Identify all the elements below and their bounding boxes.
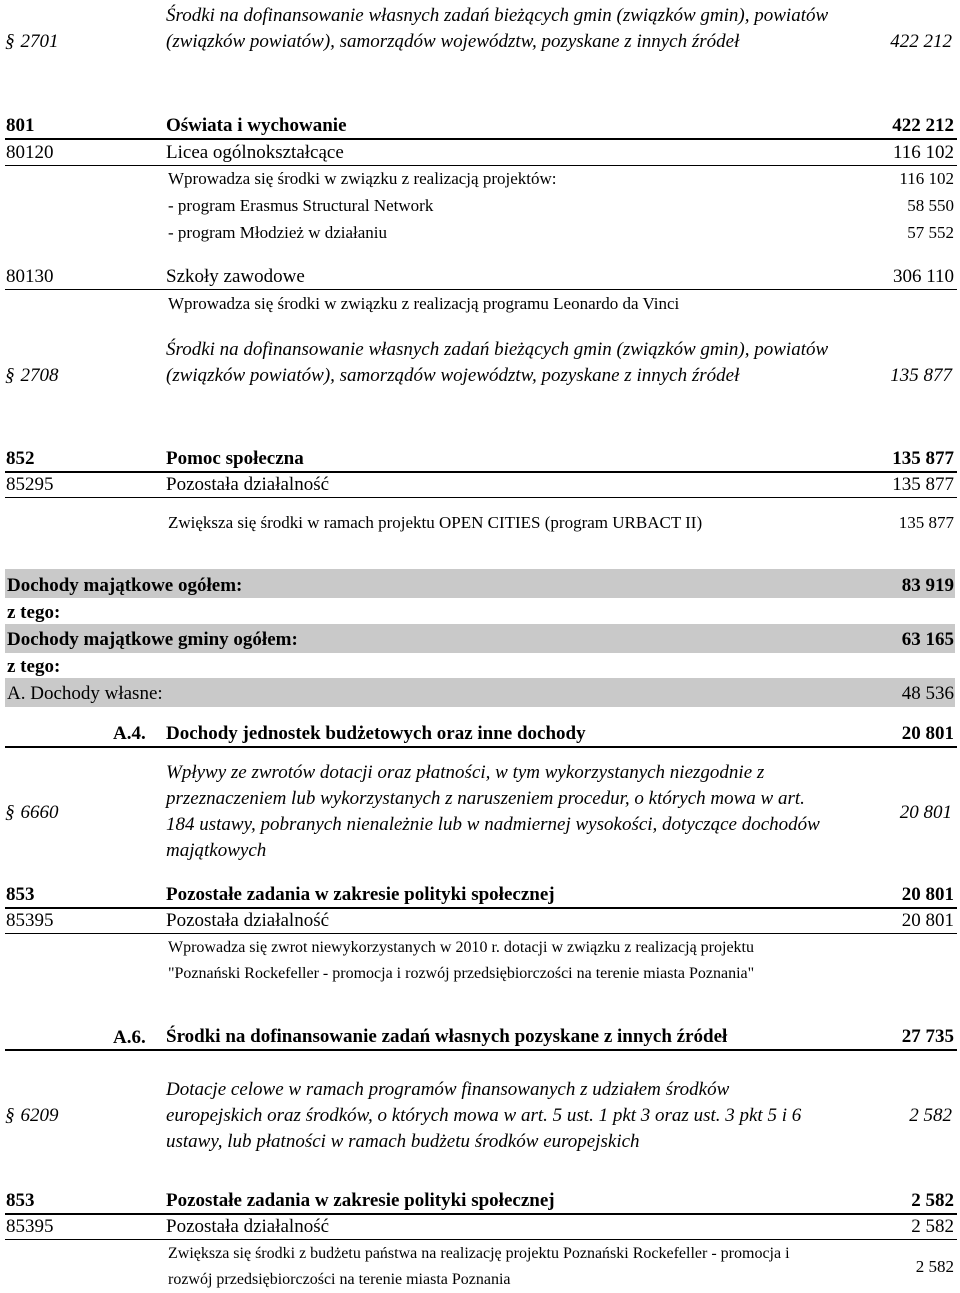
paragraph-code: 2708	[20, 365, 59, 386]
paragraph-amount: 2 582	[909, 1105, 952, 1126]
detail-text: Wprowadza się środki w związku z realizacją projektów:	[168, 169, 557, 188]
detail-amount: 135 877	[898, 513, 954, 532]
chapter-title: Pozostała działalność	[166, 1216, 330, 1237]
chapter-amount: 2 582	[911, 1216, 954, 1237]
paragraph-ref-2708	[5, 366, 59, 385]
section-code: 801	[6, 115, 35, 136]
divider	[5, 907, 957, 909]
divider	[5, 1049, 957, 1051]
divider	[5, 1213, 957, 1215]
section-title: Oświata i wychowanie	[166, 115, 347, 136]
divider	[5, 289, 957, 290]
detail-amount: 57 552	[907, 223, 954, 242]
chapter-code: 80130	[6, 266, 54, 287]
chapter-code: 85395	[6, 1216, 54, 1237]
group-code: A.6.	[113, 1027, 146, 1048]
divider	[5, 497, 957, 498]
section-amount: 2 582	[911, 1190, 954, 1211]
group-amount: 20 801	[901, 723, 954, 744]
subtotal-note: z tego:	[7, 656, 61, 677]
paragraph-ref-2701	[5, 32, 59, 51]
section-title: Pozostałe zadania w zakresie polityki społecznej	[166, 884, 555, 905]
section-sign-icon: §	[5, 365, 15, 386]
section-code: 853	[6, 1190, 35, 1211]
divider	[5, 138, 957, 140]
detail-amount: 116 102	[899, 169, 954, 188]
group-title: Dochody jednostek budżetowych oraz inne dochody	[166, 723, 586, 744]
paragraph-amount: 422 212	[890, 31, 952, 52]
section-sign-icon: §	[5, 802, 15, 823]
paragraph-description: Dotacje celowe w ramach programów finansowanych z udziałem środków europejskich oraz środków, o których mowa w art. 5 ust. 1 pkt 3 oraz ust. 3 pkt 5 i 6 ustawy, lub płatności w ramach budżetu środków europejskich	[166, 1079, 802, 1152]
chapter-code: 85295	[6, 474, 54, 495]
section-amount: 422 212	[892, 115, 954, 136]
detail-text: - program Erasmus Structural Network	[168, 196, 434, 215]
section-amount: 135 877	[892, 448, 954, 469]
summary-label: Dochody majątkowe ogółem:	[7, 575, 243, 596]
chapter-amount: 20 801	[901, 910, 954, 931]
divider	[5, 165, 957, 166]
group-code: A.4.	[113, 723, 146, 744]
detail-amount: 58 550	[907, 196, 954, 215]
chapter-title: Pozostała działalność	[166, 910, 330, 931]
detail-text: Zwiększa się środki w ramach projektu OPEN CITIES (program URBACT II)	[168, 513, 703, 532]
detail-text: Wprowadza się środki w związku z realizacją programu Leonardo da Vinci	[168, 294, 680, 313]
section-amount: 20 801	[901, 884, 954, 905]
chapter-code: 85395	[6, 910, 54, 931]
group-amount: 27 735	[901, 1026, 954, 1047]
section-title: Pozostałe zadania w zakresie polityki społecznej	[166, 1190, 555, 1211]
paragraph-code: 6660	[20, 802, 59, 823]
section-sign-icon: §	[5, 1105, 15, 1126]
summary-amount: 83 919	[901, 575, 954, 596]
divider	[5, 471, 957, 473]
chapter-code: 80120	[6, 142, 54, 163]
paragraph-description: Wpływy ze zwrotów dotacji oraz płatności, w tym wykorzystanych niezgodnie z przeznaczeniem lub wykorzystanych z naruszeniem procedur, o których mowa w art. 184 ustawy, pobranych nienależnie lub w nadmiernej wysokości, dotyczące dochodów majątkowych	[166, 762, 820, 861]
paragraph-code: 6209	[20, 1105, 59, 1126]
chapter-amount: 306 110	[892, 266, 954, 287]
subtotal-note: z tego:	[7, 602, 61, 623]
divider	[5, 746, 957, 748]
section-title: Pomoc społeczna	[166, 448, 304, 469]
chapter-title: Szkoły zawodowe	[166, 266, 305, 287]
section-code: 853	[6, 884, 35, 905]
chapter-amount: 116 102	[892, 142, 954, 163]
summary-label: Dochody majątkowe gminy ogółem:	[7, 629, 298, 650]
detail-amount: 2 582	[915, 1257, 954, 1276]
divider	[5, 1239, 957, 1240]
summary-amount: 63 165	[901, 629, 954, 650]
detail-text: Wprowadza się zwrot niewykorzystanych w 2010 r. dotacji w związku z realizacją projektu "Poznański Rockefeller - promocja i rozwój przedsiębiorczości na terenie miasta Poznania"	[168, 939, 755, 982]
paragraph-ref-6209	[5, 1106, 59, 1125]
group-title: Środki na dofinansowanie zadań własnych pozyskane z innych źródeł	[166, 1026, 728, 1047]
summary-amount: 48 536	[901, 683, 954, 704]
paragraph-description: Środki na dofinansowanie własnych zadań bieżących gmin (związków gmin), powiatów (związków powiatów), samorządów województw, pozyskane z innych źródeł	[166, 5, 829, 52]
paragraph-description: Środki na dofinansowanie własnych zadań bieżących gmin (związków gmin), powiatów (związków powiatów), samorządów województw, pozyskane z innych źródeł	[166, 339, 829, 386]
detail-text: - program Młodzież w działaniu	[168, 223, 388, 242]
section-sign-icon: §	[5, 31, 15, 52]
chapter-amount: 135 877	[892, 474, 954, 495]
paragraph-ref-6660	[5, 803, 59, 822]
paragraph-code: 2701	[20, 31, 59, 52]
detail-text: Zwiększa się środki z budżetu państwa na realizację projektu Poznański Rockefeller - promocja i rozwój przedsiębiorczości na terenie miasta Poznania	[168, 1245, 790, 1288]
section-code: 852	[6, 448, 35, 469]
chapter-title: Pozostała działalność	[166, 474, 330, 495]
divider	[5, 933, 957, 934]
paragraph-amount: 20 801	[899, 802, 952, 823]
chapter-title: Licea ogólnokształcące	[166, 142, 344, 163]
summary-label: A. Dochody własne:	[7, 683, 163, 704]
paragraph-amount: 135 877	[890, 365, 952, 386]
